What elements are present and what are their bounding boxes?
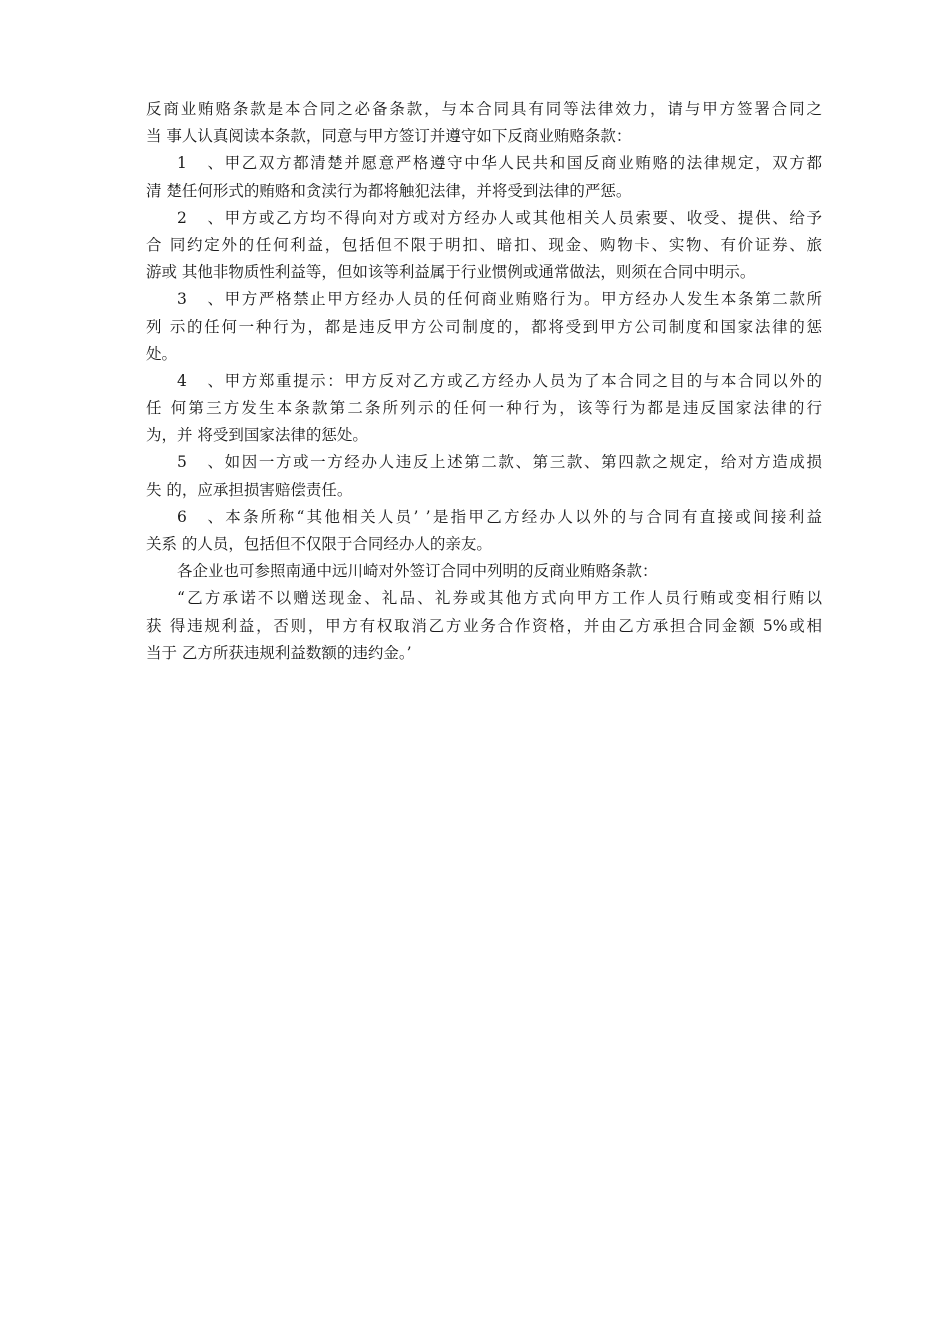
quote-line-2: 获 得违规利益，否则，甲方有权取消乙方业务合作资格，并由乙方承担合同金额 5%或相 <box>146 616 822 635</box>
clause-1-line-2: 清 楚任何形式的贿赂和贪渎行为都将触犯法律，并将受到法律的严惩。 <box>146 181 632 200</box>
clause-5-line-1 <box>146 449 822 476</box>
clause-5 <box>146 449 822 503</box>
clause-2-text-1: 甲方或乙方均不得向对方或对方经办人或其他相关人员索要、收受、提供、给予 <box>223 208 822 227</box>
clause-6-number: 6、 <box>177 507 223 526</box>
clause-6-line-1 <box>146 504 822 531</box>
clause-1-line-1 <box>146 150 822 177</box>
clause-2 <box>146 205 822 287</box>
clause-4-line-2: 任 何第三方发生本条款第二条所列示的任何一种行为，该等行为都是违反国家法律的行 <box>146 399 822 418</box>
clause-3-text-1: 甲方严格禁止甲方经办人员的任何商业贿赂行为。甲方经办人发生本条第二款所 <box>223 290 822 309</box>
clause-4-number: 4、 <box>177 371 223 390</box>
clause-4-text-1: 甲方郑重提示：甲方反对乙方或乙方经办人员为了本合同之目的与本合同以外的 <box>223 371 822 390</box>
clause-6-line-2: 关系 的人员，包括但不仅限于合同经办人的亲友。 <box>146 535 492 553</box>
clause-5-text-1: 如因一方或一方经办人违反上述第二款、第三款、第四款之规定，给对方造成损 <box>223 453 822 472</box>
clause-2-number: 2、 <box>177 208 223 227</box>
clause-3-number: 3、 <box>177 290 223 309</box>
clause-2-line-1 <box>146 205 822 232</box>
clause-3 <box>146 286 822 368</box>
quoted-clause <box>146 585 822 667</box>
intro-line-1: 反商业贿赂条款是本合同之必备条款，与本合同具有同等法律效力，请与甲方签署合同之 <box>146 100 822 118</box>
quote-line-3: 当于 乙方所获违规利益数额的违约金。’ <box>146 643 412 662</box>
clause-5-number: 5、 <box>177 453 223 472</box>
clause-4 <box>146 368 822 450</box>
clause-1 <box>146 150 822 204</box>
reference-line: 各企业也可参照南通中远川崎对外签订合同中列明的反商业贿赂条款： <box>177 562 658 581</box>
clause-6 <box>146 504 822 558</box>
clause-3-line-1 <box>146 286 822 313</box>
clause-3-line-3: 处。 <box>146 344 178 363</box>
reference-paragraph <box>146 558 822 585</box>
quote-line-1: “乙方承诺不以赠送现金、礼品、礼券或其他方式向甲方工作人员行贿或变相行贿以 <box>177 589 822 608</box>
clause-1-text-1: 甲乙双方都清楚并愿意严格遵守中华人民共和国反商业贿赂的法律规定，双方都 <box>223 154 822 173</box>
clause-4-line-1 <box>146 368 822 395</box>
clause-2-line-3: 游或 其他非物质性利益等，但如该等利益属于行业惯例或通常做法，则须在合同中明示。 <box>146 263 756 282</box>
intro-line-2: 当 事人认真阅读本条款，同意与甲方签订并遵守如下反商业贿赂条款： <box>146 127 632 146</box>
clause-1-number: 1、 <box>177 154 223 173</box>
clause-5-line-2: 失 的，应承担损害赔偿责任。 <box>146 480 353 499</box>
document-body <box>146 96 822 667</box>
clause-4-line-3: 为，并 将受到国家法律的惩处。 <box>146 426 368 445</box>
clause-6-text-1: 本条所称“其他相关人员’ ’是指甲乙方经办人以外的与合同有直接或间接利益 <box>223 507 822 526</box>
clause-2-line-2: 合 同约定外的任何利益，包括但不限于明扣、暗扣、现金、购物卡、实物、有价证券、旅 <box>146 235 822 254</box>
intro-paragraph <box>146 96 822 150</box>
clause-3-line-2: 列 示的任何一种行为，都是违反甲方公司制度的，都将受到甲方公司制度和国家法律的惩 <box>146 317 822 336</box>
